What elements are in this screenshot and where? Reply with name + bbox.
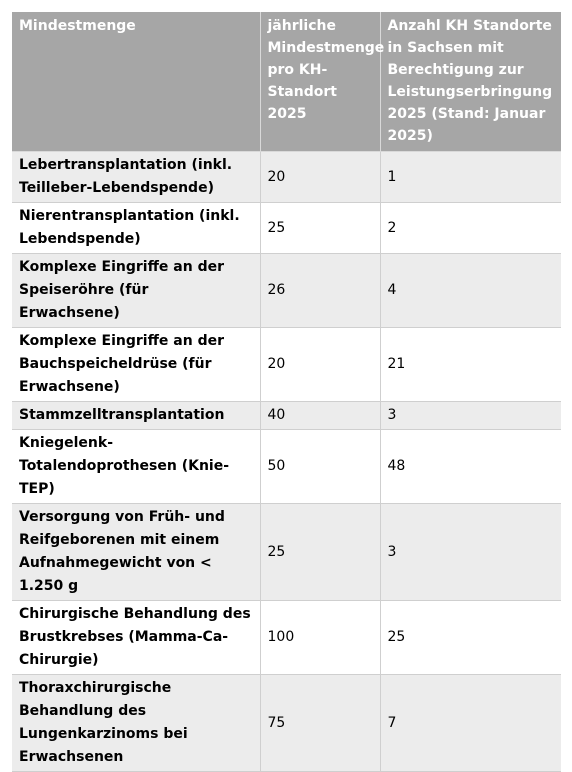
row-site-count: 4	[380, 254, 561, 328]
table-container	[12, 12, 561, 772]
row-site-count: 3	[380, 402, 561, 430]
row-procedure: Komplexe Eingriffe an der Speiseröhre (für Erwachsene)	[12, 254, 260, 328]
row-procedure: Kniegelenk-Totalendoprothesen (Knie-TEP)	[12, 430, 260, 504]
row-site-count: 48	[380, 430, 561, 504]
row-minimum: 40	[260, 402, 380, 430]
row-minimum: 26	[260, 254, 380, 328]
row-procedure: Chirurgische Behandlung des Brustkrebses (Mamma-Ca-Chirurgie)	[12, 601, 260, 675]
table-row	[12, 328, 561, 402]
row-procedure: Komplexe Eingriffe an der Bauchspeicheldrüse (für Erwachsene)	[12, 328, 260, 402]
row-procedure: Nierentransplantation (inkl. Lebendspende)	[12, 203, 260, 254]
row-minimum: 25	[260, 203, 380, 254]
minimum-quantity-table	[12, 12, 561, 772]
row-minimum: 50	[260, 430, 380, 504]
row-minimum: 20	[260, 152, 380, 203]
row-minimum: 25	[260, 504, 380, 601]
table-row	[12, 675, 561, 772]
table-row	[12, 152, 561, 203]
table-row	[12, 203, 561, 254]
row-site-count: 21	[380, 328, 561, 402]
table-row	[12, 504, 561, 601]
table-row	[12, 254, 561, 328]
table-row	[12, 402, 561, 430]
row-site-count: 3	[380, 504, 561, 601]
row-site-count: 25	[380, 601, 561, 675]
header-site-count: Anzahl KH Standorte in Sachsen mit Berechtigung zur Leistungserbringung 2025 (Stand: Januar 2025)	[380, 12, 561, 152]
table-header-row	[12, 12, 561, 152]
row-procedure: Thoraxchirurgische Behandlung des Lungenkarzinoms bei Erwachsenen	[12, 675, 260, 772]
row-site-count: 7	[380, 675, 561, 772]
header-mindestmenge: Mindestmenge	[12, 12, 260, 152]
row-minimum: 75	[260, 675, 380, 772]
table-row	[12, 430, 561, 504]
row-minimum: 20	[260, 328, 380, 402]
row-procedure: Versorgung von Früh- und Reifgeborenen mit einem Aufnahmegewicht von < 1.250 g	[12, 504, 260, 601]
row-procedure: Lebertransplantation (inkl. Teilleber-Lebendspende)	[12, 152, 260, 203]
row-site-count: 2	[380, 203, 561, 254]
table-row	[12, 601, 561, 675]
row-site-count: 1	[380, 152, 561, 203]
row-procedure: Stammzelltransplantation	[12, 402, 260, 430]
header-annual-minimum: jährliche Mindestmenge pro KH-Standort 2025	[260, 12, 380, 152]
row-minimum: 100	[260, 601, 380, 675]
